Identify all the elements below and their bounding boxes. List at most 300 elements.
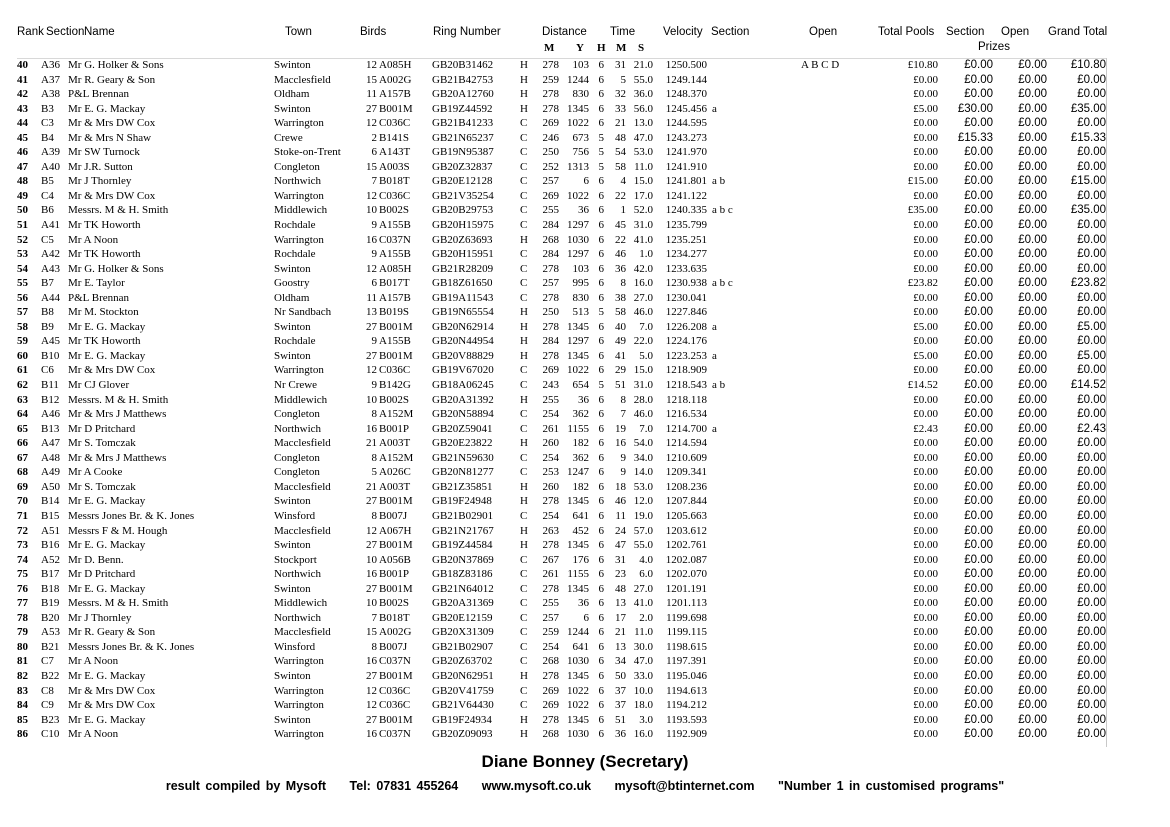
bird-code-cell: C037N bbox=[379, 233, 411, 246]
grand-total-cell: £23.82 bbox=[1070, 277, 1106, 290]
town-cell: Swinton bbox=[274, 349, 311, 362]
prize-open-cell: £0.00 bbox=[1018, 117, 1047, 130]
town-cell: Macclesfield bbox=[274, 73, 331, 86]
town-cell: Winsford bbox=[274, 640, 316, 653]
rank-cell: 54 bbox=[17, 262, 28, 275]
table-row bbox=[0, 334, 1170, 349]
ring-cell: GB20A12760 bbox=[432, 88, 494, 101]
prize-section-cell: £0.00 bbox=[964, 539, 993, 552]
hc-cell: C bbox=[520, 582, 528, 595]
table-row bbox=[0, 349, 1170, 364]
ring-cell: GB21B41233 bbox=[432, 117, 494, 130]
section-cell: B15 bbox=[41, 509, 60, 522]
hc-cell: H bbox=[520, 59, 528, 71]
total-pools-cell: £0.00 bbox=[913, 699, 938, 712]
minutes-cell: 51 bbox=[615, 713, 626, 726]
rank-cell: 81 bbox=[17, 655, 28, 668]
bird-code-cell: A056B bbox=[379, 553, 411, 566]
table-row bbox=[0, 407, 1170, 422]
prize-section-cell: £0.00 bbox=[964, 291, 993, 304]
prize-section-cell: £0.00 bbox=[964, 422, 993, 435]
bird-code-cell: B001P bbox=[379, 422, 409, 435]
grand-total-cell: £0.00 bbox=[1077, 88, 1106, 101]
bird-code-cell: A085H bbox=[379, 262, 412, 275]
velocity-cell: 1223.253 bbox=[665, 349, 707, 362]
birds-cell: 27 bbox=[366, 582, 377, 595]
yards-cell: 103 bbox=[572, 59, 589, 71]
ring-cell: GB19V67020 bbox=[432, 364, 494, 377]
birds-cell: 27 bbox=[366, 320, 377, 333]
hours-cell: 6 bbox=[598, 509, 604, 522]
velocity-cell: 1240.335 bbox=[665, 204, 707, 217]
birds-cell: 16 bbox=[366, 728, 377, 741]
ring-cell: GB20N44954 bbox=[432, 335, 494, 348]
prize-section-cell: £15.33 bbox=[957, 131, 993, 144]
hours-cell: 6 bbox=[598, 553, 604, 566]
name-cell: Mr & Mrs DW Cox bbox=[68, 364, 156, 377]
velocity-cell: 1230.938 bbox=[665, 277, 707, 290]
minutes-cell: 1 bbox=[620, 204, 626, 217]
prize-open-cell: £0.00 bbox=[1018, 320, 1047, 333]
prize-section-cell: £0.00 bbox=[964, 524, 993, 537]
prize-open-cell: £0.00 bbox=[1018, 262, 1047, 275]
prize-open-cell: £0.00 bbox=[1018, 495, 1047, 508]
hours-cell: 6 bbox=[598, 640, 604, 653]
header-rank: Rank bbox=[17, 26, 44, 38]
grand-total-cell: £0.00 bbox=[1077, 524, 1106, 537]
town-cell: Warrington bbox=[274, 189, 324, 202]
town-cell: Macclesfield bbox=[274, 626, 331, 639]
grand-total-cell: £0.00 bbox=[1077, 393, 1106, 406]
velocity-cell: 1227.846 bbox=[665, 306, 707, 319]
seconds-cell: 16.0 bbox=[633, 728, 653, 741]
grand-total-cell: £0.00 bbox=[1077, 509, 1106, 522]
hc-cell: C bbox=[520, 568, 528, 581]
town-cell: Stockport bbox=[274, 553, 317, 566]
rank-cell: 85 bbox=[17, 713, 28, 726]
total-pools-cell: £0.00 bbox=[913, 713, 938, 726]
seconds-cell: 36.0 bbox=[633, 88, 653, 101]
open-pools-cell: A B C D bbox=[801, 59, 840, 71]
miles-cell: 284 bbox=[542, 335, 559, 348]
town-cell: Warrington bbox=[274, 655, 324, 668]
minutes-cell: 41 bbox=[615, 349, 626, 362]
birds-cell: 12 bbox=[366, 524, 377, 537]
hours-cell: 6 bbox=[598, 480, 604, 493]
bird-code-cell: A003S bbox=[379, 160, 410, 173]
section-cell: A40 bbox=[41, 160, 60, 173]
yards-cell: 654 bbox=[572, 379, 589, 392]
prize-section-cell: £0.00 bbox=[964, 451, 993, 464]
bird-code-cell: B001M bbox=[379, 582, 413, 595]
minutes-cell: 54 bbox=[615, 146, 626, 159]
miles-cell: 278 bbox=[542, 669, 559, 682]
total-pools-cell: £0.00 bbox=[913, 611, 938, 624]
seconds-cell: 41.0 bbox=[633, 597, 653, 610]
table-row bbox=[0, 233, 1170, 248]
seconds-cell: 46.0 bbox=[633, 408, 653, 421]
velocity-cell: 1193.593 bbox=[666, 713, 707, 726]
yards-cell: 6 bbox=[583, 175, 589, 188]
minutes-cell: 36 bbox=[615, 728, 626, 741]
total-pools-cell: £14.52 bbox=[907, 379, 938, 392]
rank-cell: 58 bbox=[17, 320, 28, 333]
minutes-cell: 21 bbox=[615, 117, 626, 130]
town-cell: Congleton bbox=[274, 466, 320, 479]
hours-cell: 6 bbox=[598, 539, 604, 552]
seconds-cell: 6.0 bbox=[639, 568, 653, 581]
rank-cell: 66 bbox=[17, 437, 28, 450]
grand-total-cell: £10.80 bbox=[1070, 59, 1106, 71]
hours-cell: 6 bbox=[598, 277, 604, 290]
rank-cell: 48 bbox=[17, 175, 28, 188]
birds-cell: 6 bbox=[371, 146, 377, 159]
grand-total-cell: £0.00 bbox=[1077, 364, 1106, 377]
yards-cell: 1345 bbox=[567, 349, 589, 362]
town-cell: Stoke-on-Trent bbox=[274, 146, 341, 159]
prize-section-cell: £0.00 bbox=[964, 117, 993, 130]
birds-cell: 27 bbox=[366, 495, 377, 508]
hours-cell: 6 bbox=[598, 597, 604, 610]
prize-section-cell: £0.00 bbox=[964, 495, 993, 508]
prize-open-cell: £0.00 bbox=[1018, 408, 1047, 421]
bird-code-cell: B002S bbox=[379, 393, 409, 406]
name-cell: Mr CJ Glover bbox=[68, 379, 130, 392]
hc-cell: H bbox=[520, 233, 528, 246]
name-cell: Mr TK Howorth bbox=[68, 219, 141, 232]
name-cell: Mr E. G. Mackay bbox=[68, 349, 146, 362]
minutes-cell: 31 bbox=[615, 59, 626, 71]
name-cell: Mr E. G. Mackay bbox=[68, 102, 146, 115]
town-cell: Warrington bbox=[274, 364, 324, 377]
miles-cell: 259 bbox=[542, 73, 559, 86]
table-row bbox=[0, 684, 1170, 699]
prize-section-cell: £0.00 bbox=[964, 728, 993, 741]
rank-cell: 62 bbox=[17, 379, 28, 392]
hc-cell: H bbox=[520, 539, 528, 552]
minutes-cell: 13 bbox=[615, 640, 626, 653]
section-pools-cell: a bbox=[712, 422, 717, 435]
prize-open-cell: £0.00 bbox=[1018, 204, 1047, 217]
birds-cell: 12 bbox=[366, 59, 377, 71]
prize-section-cell: £0.00 bbox=[964, 640, 993, 653]
section-cell: B20 bbox=[41, 611, 60, 624]
ring-cell: GB20H15951 bbox=[432, 248, 494, 261]
table-row bbox=[0, 174, 1170, 189]
birds-cell: 7 bbox=[371, 611, 377, 624]
hc-cell: C bbox=[520, 160, 528, 173]
rank-cell: 52 bbox=[17, 233, 28, 246]
birds-cell: 9 bbox=[371, 379, 377, 392]
miles-cell: 278 bbox=[542, 102, 559, 115]
bird-code-cell: C036C bbox=[379, 117, 411, 130]
town-cell: Swinton bbox=[274, 713, 311, 726]
ring-cell: GB20X31309 bbox=[432, 626, 494, 639]
total-pools-cell: £15.00 bbox=[907, 175, 938, 188]
velocity-cell: 1209.341 bbox=[665, 466, 707, 479]
miles-cell: 263 bbox=[542, 524, 559, 537]
yards-cell: 1345 bbox=[567, 539, 589, 552]
header-sub-miles: M bbox=[544, 42, 555, 54]
birds-cell: 6 bbox=[371, 277, 377, 290]
velocity-cell: 1197.391 bbox=[666, 655, 707, 668]
hours-cell: 5 bbox=[598, 160, 604, 173]
hours-cell: 6 bbox=[598, 437, 604, 450]
bird-code-cell: C036C bbox=[379, 699, 411, 712]
total-pools-cell: £2.43 bbox=[913, 422, 938, 435]
hc-cell: C bbox=[520, 262, 528, 275]
header-total-pools: Total Pools bbox=[878, 26, 935, 38]
rank-cell: 68 bbox=[17, 466, 28, 479]
yards-cell: 1345 bbox=[567, 713, 589, 726]
ring-cell: GB20E12128 bbox=[432, 175, 493, 188]
town-cell: Northwich bbox=[274, 568, 322, 581]
email-link[interactable]: mysoft@btinternet.com bbox=[614, 779, 755, 793]
prize-section-cell: £0.00 bbox=[964, 219, 993, 232]
seconds-cell: 16.0 bbox=[633, 277, 653, 290]
velocity-cell: 1226.208 bbox=[665, 320, 707, 333]
yards-cell: 182 bbox=[572, 437, 589, 450]
miles-cell: 257 bbox=[542, 277, 559, 290]
velocity-cell: 1241.910 bbox=[665, 160, 707, 173]
town-cell: Nr Sandbach bbox=[274, 306, 332, 319]
total-pools-cell: £0.00 bbox=[913, 248, 938, 261]
section-cell: C5 bbox=[41, 233, 54, 246]
header-birds: Birds bbox=[360, 26, 387, 38]
total-pools-cell: £0.00 bbox=[913, 597, 938, 610]
total-pools-cell: £35.00 bbox=[907, 204, 938, 217]
minutes-cell: 32 bbox=[615, 88, 626, 101]
velocity-cell: 1250.500 bbox=[665, 59, 707, 71]
hc-cell: C bbox=[520, 684, 528, 697]
miles-cell: 252 bbox=[542, 160, 559, 173]
table-row bbox=[0, 102, 1170, 117]
bird-code-cell: B001M bbox=[379, 495, 413, 508]
section-cell: B17 bbox=[41, 568, 60, 581]
total-pools-cell: £0.00 bbox=[913, 655, 938, 668]
velocity-cell: 1194.212 bbox=[666, 699, 707, 712]
rank-cell: 77 bbox=[17, 597, 28, 610]
hc-cell: C bbox=[520, 189, 528, 202]
miles-cell: 246 bbox=[542, 131, 559, 144]
section-cell: B5 bbox=[41, 175, 54, 188]
grand-total-cell: £5.00 bbox=[1077, 320, 1106, 333]
grand-total-cell: £0.00 bbox=[1077, 437, 1106, 450]
bird-code-cell: B001M bbox=[379, 102, 413, 115]
seconds-cell: 57.0 bbox=[633, 524, 653, 537]
town-cell: Congleton bbox=[274, 408, 320, 421]
seconds-cell: 3.0 bbox=[639, 713, 653, 726]
section-pools-cell: a bbox=[712, 349, 717, 362]
table-row bbox=[0, 291, 1170, 306]
ring-cell: GB21V35254 bbox=[432, 189, 494, 202]
section-cell: A53 bbox=[41, 626, 60, 639]
bird-code-cell: B018T bbox=[379, 611, 410, 624]
ring-cell: GB20Z32837 bbox=[432, 160, 493, 173]
rank-cell: 55 bbox=[17, 277, 28, 290]
hours-cell: 6 bbox=[598, 175, 604, 188]
total-pools-cell: £0.00 bbox=[913, 684, 938, 697]
prize-open-cell: £0.00 bbox=[1018, 379, 1047, 392]
table-row bbox=[0, 378, 1170, 393]
prize-open-cell: £0.00 bbox=[1018, 73, 1047, 86]
birds-cell: 8 bbox=[371, 509, 377, 522]
total-pools-cell: £0.00 bbox=[913, 306, 938, 319]
hours-cell: 6 bbox=[598, 669, 604, 682]
velocity-cell: 1249.144 bbox=[665, 73, 707, 86]
hours-cell: 6 bbox=[598, 204, 604, 217]
slogan: "Number 1 in customised programs" bbox=[777, 779, 1005, 793]
table-row bbox=[0, 640, 1170, 655]
minutes-cell: 16 bbox=[615, 437, 626, 450]
ring-cell: GB21N59630 bbox=[432, 451, 494, 464]
header-grand-total: Grand Total bbox=[1048, 26, 1108, 38]
ring-cell: GB20N58894 bbox=[432, 408, 494, 421]
minutes-cell: 37 bbox=[615, 699, 626, 712]
seconds-cell: 34.0 bbox=[633, 451, 653, 464]
yards-cell: 1345 bbox=[567, 582, 589, 595]
ring-cell: GB21B02901 bbox=[432, 509, 494, 522]
minutes-cell: 8 bbox=[620, 393, 626, 406]
header-town: Town bbox=[285, 26, 312, 38]
table-row bbox=[0, 436, 1170, 451]
town-cell: Warrington bbox=[274, 117, 324, 130]
velocity-cell: 1201.113 bbox=[666, 597, 707, 610]
total-pools-cell: £0.00 bbox=[913, 88, 938, 101]
town-cell: Oldham bbox=[274, 291, 310, 304]
hours-cell: 5 bbox=[598, 146, 604, 159]
rank-cell: 73 bbox=[17, 539, 28, 552]
velocity-cell: 1230.041 bbox=[665, 291, 707, 304]
velocity-cell: 1210.609 bbox=[665, 451, 707, 464]
ring-cell: GB21R28209 bbox=[432, 262, 494, 275]
hc-cell: C bbox=[520, 597, 528, 610]
town-cell: Swinton bbox=[274, 262, 311, 275]
town-cell: Macclesfield bbox=[274, 480, 331, 493]
bird-code-cell: C037N bbox=[379, 728, 411, 741]
section-pools-cell: a b c bbox=[712, 277, 733, 290]
yards-cell: 103 bbox=[572, 262, 589, 275]
miles-cell: 261 bbox=[542, 422, 559, 435]
website-link[interactable]: www.mysoft.co.uk bbox=[481, 779, 592, 793]
rank-cell: 71 bbox=[17, 509, 28, 522]
table-row bbox=[0, 276, 1170, 291]
minutes-cell: 21 bbox=[615, 626, 626, 639]
name-cell: Messrs. M & H. Smith bbox=[68, 393, 169, 406]
name-cell: Messrs F & M. Hough bbox=[68, 524, 168, 537]
ring-cell: GB21N21767 bbox=[432, 524, 494, 537]
hc-cell: H bbox=[520, 102, 528, 115]
yards-cell: 176 bbox=[572, 553, 589, 566]
total-pools-cell: £5.00 bbox=[913, 349, 938, 362]
miles-cell: 268 bbox=[542, 728, 559, 741]
birds-cell: 16 bbox=[366, 233, 377, 246]
total-pools-cell: £0.00 bbox=[913, 640, 938, 653]
table-row bbox=[0, 625, 1170, 640]
grand-total-cell: £0.00 bbox=[1077, 117, 1106, 130]
seconds-cell: 47.0 bbox=[633, 655, 653, 668]
velocity-cell: 1194.613 bbox=[666, 684, 707, 697]
secretary-signature: Diane Bonney (Secretary) bbox=[481, 752, 689, 771]
miles-cell: 269 bbox=[542, 117, 559, 130]
hc-cell: C bbox=[520, 219, 528, 232]
ring-cell: GB19F24934 bbox=[432, 713, 492, 726]
hours-cell: 6 bbox=[598, 291, 604, 304]
section-cell: A45 bbox=[41, 335, 60, 348]
birds-cell: 8 bbox=[371, 640, 377, 653]
name-cell: Mr J Thornley bbox=[68, 611, 132, 624]
miles-cell: 253 bbox=[542, 466, 559, 479]
prize-open-cell: £0.00 bbox=[1018, 248, 1047, 261]
section-cell: A37 bbox=[41, 73, 60, 86]
grand-total-cell: £0.00 bbox=[1077, 699, 1106, 712]
prize-section-cell: £0.00 bbox=[964, 248, 993, 261]
total-pools-cell: £0.00 bbox=[913, 262, 938, 275]
grand-total-cell: £0.00 bbox=[1077, 262, 1106, 275]
grand-total-cell: £0.00 bbox=[1077, 640, 1106, 653]
table-row bbox=[0, 305, 1170, 320]
miles-cell: 250 bbox=[542, 146, 559, 159]
town-cell: Swinton bbox=[274, 59, 311, 71]
rank-cell: 78 bbox=[17, 611, 28, 624]
hours-cell: 6 bbox=[598, 393, 604, 406]
prize-open-cell: £0.00 bbox=[1018, 509, 1047, 522]
name-cell: Mr D Pritchard bbox=[68, 422, 136, 435]
minutes-cell: 23 bbox=[615, 568, 626, 581]
total-pools-cell: £0.00 bbox=[913, 233, 938, 246]
yards-cell: 1297 bbox=[567, 219, 589, 232]
table-row bbox=[0, 73, 1170, 88]
yards-cell: 36 bbox=[578, 393, 589, 406]
prize-section-cell: £0.00 bbox=[964, 684, 993, 697]
velocity-cell: 1241.801 bbox=[665, 175, 707, 188]
total-pools-cell: £0.00 bbox=[913, 728, 938, 741]
section-cell: C6 bbox=[41, 364, 54, 377]
prize-open-cell: £0.00 bbox=[1018, 88, 1047, 101]
birds-cell: 27 bbox=[366, 539, 377, 552]
miles-cell: 267 bbox=[542, 553, 559, 566]
town-cell: Warrington bbox=[274, 233, 324, 246]
table-row bbox=[0, 654, 1170, 669]
section-cell: A43 bbox=[41, 262, 60, 275]
prize-section-cell: £0.00 bbox=[964, 568, 993, 581]
town-cell: Middlewich bbox=[274, 204, 328, 217]
grand-total-cell: £0.00 bbox=[1077, 684, 1106, 697]
velocity-cell: 1214.700 bbox=[665, 422, 707, 435]
name-cell: Messrs. M & H. Smith bbox=[68, 597, 169, 610]
name-cell: Mr A Noon bbox=[68, 233, 119, 246]
grand-total-cell: £0.00 bbox=[1077, 466, 1106, 479]
section-pools-cell: a b c bbox=[712, 204, 733, 217]
table-row bbox=[0, 611, 1170, 626]
hc-cell: C bbox=[520, 204, 528, 217]
velocity-cell: 1202.087 bbox=[665, 553, 707, 566]
total-pools-cell: £0.00 bbox=[913, 669, 938, 682]
name-cell: Mr E. G. Mackay bbox=[68, 582, 146, 595]
seconds-cell: 14.0 bbox=[633, 466, 653, 479]
hc-cell: C bbox=[520, 611, 528, 624]
bird-code-cell: B001M bbox=[379, 713, 413, 726]
phone-number: Tel: 07831 455264 bbox=[349, 779, 459, 793]
prize-open-cell: £0.00 bbox=[1018, 480, 1047, 493]
hc-cell: H bbox=[520, 713, 528, 726]
ring-cell: GB19F24948 bbox=[432, 495, 492, 508]
velocity-cell: 1248.370 bbox=[665, 88, 707, 101]
yards-cell: 452 bbox=[572, 524, 589, 537]
seconds-cell: 7.0 bbox=[639, 320, 653, 333]
hc-cell: C bbox=[520, 466, 528, 479]
minutes-cell: 24 bbox=[615, 524, 626, 537]
